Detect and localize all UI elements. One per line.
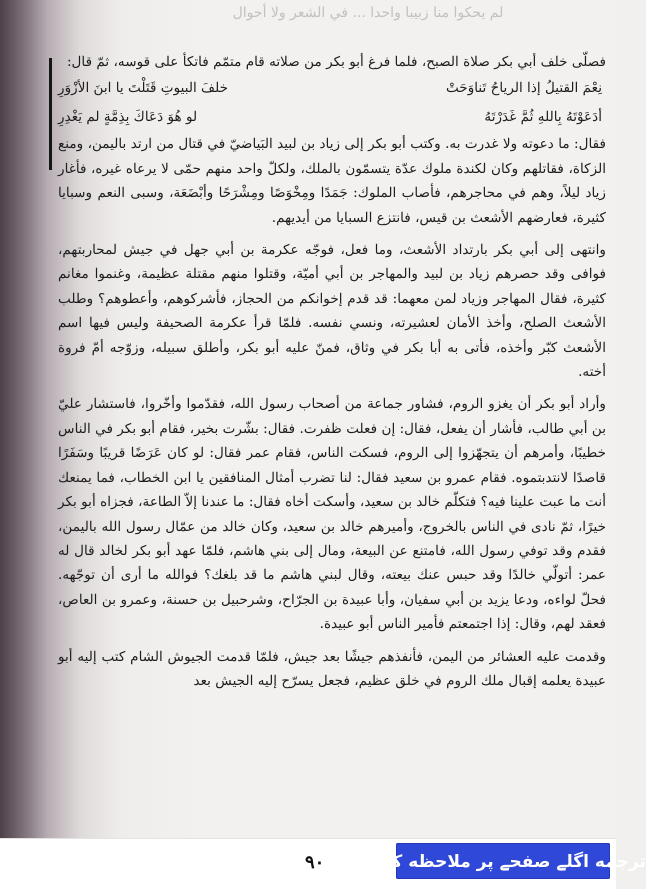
translation-note-text: ترجمه اگلے صفحے پر ملاحظه كريں <box>360 851 646 872</box>
verse-hemistich: لو هُوَ دَعَاكَ بِذِمَّةٍ لم يَغْدِرِ <box>58 109 198 126</box>
page-footer <box>0 838 646 889</box>
intro-paragraph <box>58 50 606 74</box>
verse-hemistich: أدَعَوْتَهُ بِاللهِ ثُمَّ غَدَرْتَهُ <box>484 109 602 126</box>
page-number: ٩٠ <box>305 852 325 873</box>
body-paragraph: وقدمت عليه العشائر من اليمن، فأنفذهم جيشًا بعد جيش، فلمّا قدمت الجيوش الشام كتب إليه أبو عبيدة يعلمه إقبال ملك الروم في خلق عظيم، فجعل يسرّح إليه الجيش بعد <box>58 648 606 689</box>
body-paragraph: فقال: ما دعوته ولا غدرت به. وكتب أبو بكر إلى زياد بن لبيد البَياضيّ في قتال من ارتد باليمن، ومنع الزكاة، فقاتلهم وكان لكندة ملوك عدّة يتسمّون بالملك، ولكلّ واحد منهم حمّى لا يرعاه غيره، فأغار زياد ليلاً، وهم في محاجرهم، فأصاب الملوك: جَمَدًا ومِخْوَصًا ومِشْرَحًا وأبْضَعَة، وسبى النعم وسبايا كثيرة، فعارضهم الأشعث بن قيس، فانتزع السبايا من أيديهم. <box>58 136 606 226</box>
translation-note-banner <box>360 843 646 879</box>
verse-hemistich: نِعْمَ القتيلُ إذا الرياحُ تَناوَحَتْ <box>445 80 602 97</box>
verse-line <box>58 74 606 103</box>
body-paragraph: وانتهى إلى أبي بكر بارتداد الأشعث، وما فعل، فوجّه عكرمة بن أبي جهل في جيش لمحاربتهم، فوافى وقد حصرهم زياد بن لبيد والمهاجر بن أبي أميّة، وقتلوا منهم مقتلة عظيمة، وغنموا مغانم كثيرة، فقال المهاجر وزياد لمن معهما: قد قدم إخوانكم من الحجاز، فأشركوهم، وأعطوهم؟ وطلب الأشعث الصلح، وأخذ الأمان لعشيرته، ونسي نفسه. فلمّا قرأ عكرمة الصحيفة وليس فيها اسم الأشعث كبّر وأخذه، فأتى به أبا بكر في وثاق، فمنّ عليه أبو بكر، وأطلق سبيله، وزوّجه أمّ فروة أخته. <box>58 242 606 381</box>
body-paragraph: وأراد أبو بكر أن يغزو الروم، فشاور جماعة من أصحاب رسول الله، فقدّموا وأخّروا، فاستشار عليّ بن أبي طالب، فأشار أن يفعل، فقال: إن فعلت ظفرت. فقال: بشّرت بخير، فقام أبو بكر في الناس خطيبًا، وأمرهم أن يتجهّزوا إلى الروم، فسكت الناس، فقام عمر فقال: لو كان عَرَضًا قريبًا وسَفَرًا قاصدًا لانتدبتموه. فقام عمرو بن سعيد فقال: لنا تضرب أمثال المنافقين يا ابن الخطاب، فما يمنعك أنت ما عبت علينا فيه؟ فتكلّم خالد بن سعيد، وأسكت أخاه فقال: ما عندنا إلاّ الطاعة، فجزاه أبو بكر خيرًا، ثمّ نادى في الناس بالخروج، وأميرهم خالد بن سعيد، وكان خالد من عمّال رسول الله باليمن، فقدم وقد توفي رسول الله، فامتنع عن البيعة، ومال إلى بني هاشم، فلمّا عهد أبو بكر لخالد قال له عمر: أتولّي خالدًا وقد حبس عنك بيعته، وقال لبني هاشم ما قد بلغك؟ فوالله ما أرى أن توجّهه. فحلّ لواءه، ودعا يزيد بن أبي سفيان، وأبا عبيدة بن الجرّاح، وشرحبيل بن حسنة، وعمرو بن العاص، فعقد لهم، وقال: إذا اجتمعتم فأمير الناس أبو عبيدة. <box>58 396 606 633</box>
poem-verse <box>58 74 606 132</box>
page-text <box>58 50 606 693</box>
verse-line <box>58 103 606 132</box>
verse-hemistich: خلفَ البيوتِ قَتَلْتَ يا ابنَ الأزْوَرِ <box>58 80 229 97</box>
intro-line: ثمّ قال: <box>66 54 110 70</box>
show-through-text: لم يحكوا منا زبيبا واحدا ... في الشعر ولا أحوال <box>232 5 504 21</box>
intro-line: فصلّى خلف أبي بكر صلاة الصبح، فلما فرغ أبو بكر من صلاته قام متمّم فاتكأ على قوسه، <box>113 54 606 70</box>
margin-marker-line <box>49 58 52 170</box>
